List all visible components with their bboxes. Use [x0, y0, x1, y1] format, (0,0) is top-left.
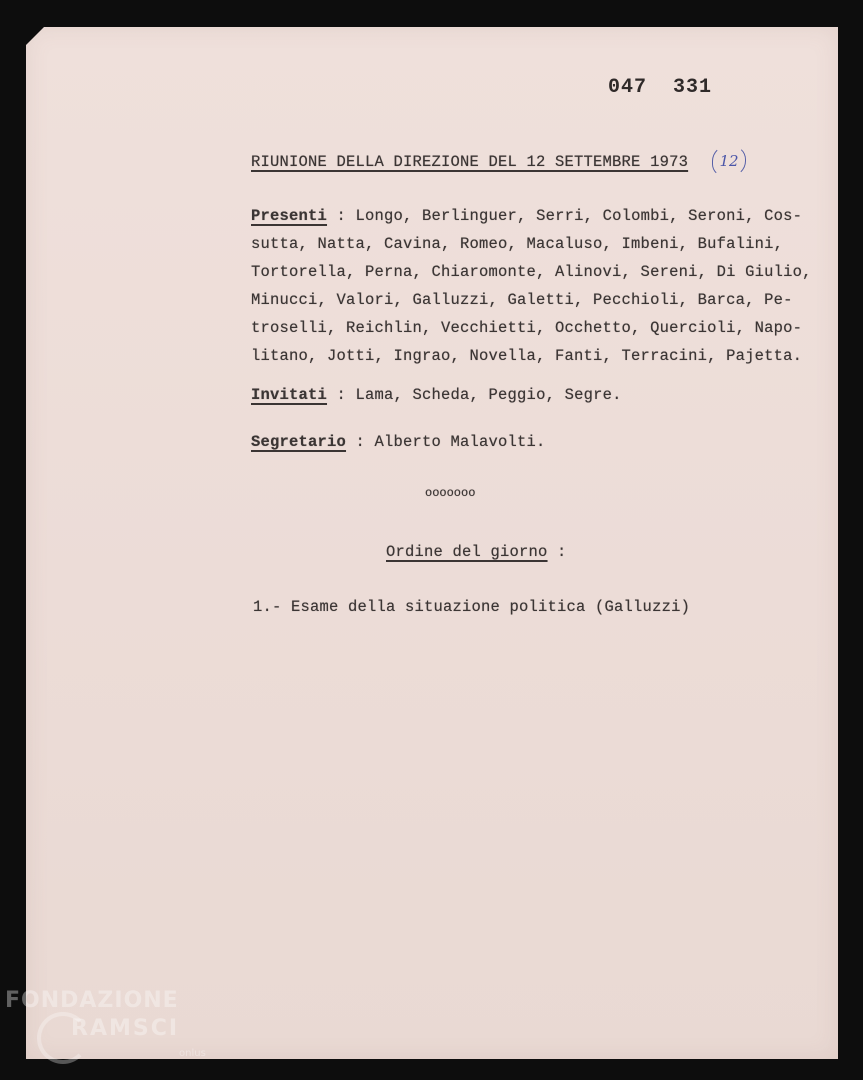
- segretario-line: [251, 433, 546, 451]
- invitati-text: : Lama, Scheda, Peggio, Segre.: [336, 386, 622, 404]
- agenda-heading-suffix: :: [557, 543, 567, 561]
- page-corner: [26, 27, 44, 45]
- presenti-line-3: Tortorella, Perna, Chiaromonte, Alinovi, Sereni, Di Giulio,: [251, 263, 812, 281]
- segretario-text: : Alberto Malavolti.: [355, 433, 546, 451]
- presenti-line-6: litano, Jotti, Ingrao, Novella, Fanti, Terracini, Pajetta.: [251, 347, 803, 365]
- presenti-line-4: Minucci, Valori, Galluzzi, Galetti, Pecchioli, Barca, Pe-: [251, 291, 793, 309]
- presenti-line-2: sutta, Natta, Cavina, Romeo, Macaluso, Imbeni, Bufalini,: [251, 235, 784, 253]
- handwritten-note: 12: [712, 145, 746, 177]
- page-title: RIUNIONE DELLA DIREZIONE DEL 12 SETTEMBRE 1973: [251, 153, 689, 171]
- document-number: [608, 76, 712, 99]
- separator: ooooooo: [425, 486, 476, 500]
- logo-line-1: FONDAZIONE: [5, 988, 179, 1013]
- segretario-label: Segretario: [251, 433, 347, 451]
- fondazione-gramsci-logo: [5, 988, 215, 1078]
- invitati-line: [251, 386, 622, 404]
- logo-line-2: RAMSCI: [71, 1016, 180, 1041]
- agenda-heading-label: Ordine del giorno: [386, 543, 548, 561]
- invitati-label: Invitati: [251, 386, 328, 404]
- presenti-line-1: [251, 207, 802, 225]
- document-number-left: 047: [608, 76, 648, 99]
- presenti-line-5: troselli, Reichlin, Vecchietti, Occhetto, Quercioli, Napo-: [251, 319, 803, 337]
- agenda-item: 1.- Esame della situazione politica (Galluzzi): [253, 598, 691, 616]
- logo-line-3: onlus: [179, 1048, 206, 1059]
- presenti-text: : Longo, Berlinguer, Serri, Colombi, Seroni, Cos-: [336, 207, 803, 225]
- agenda-heading: [386, 543, 567, 561]
- presenti-label: Presenti: [251, 207, 328, 225]
- document-number-right: 331: [673, 76, 713, 99]
